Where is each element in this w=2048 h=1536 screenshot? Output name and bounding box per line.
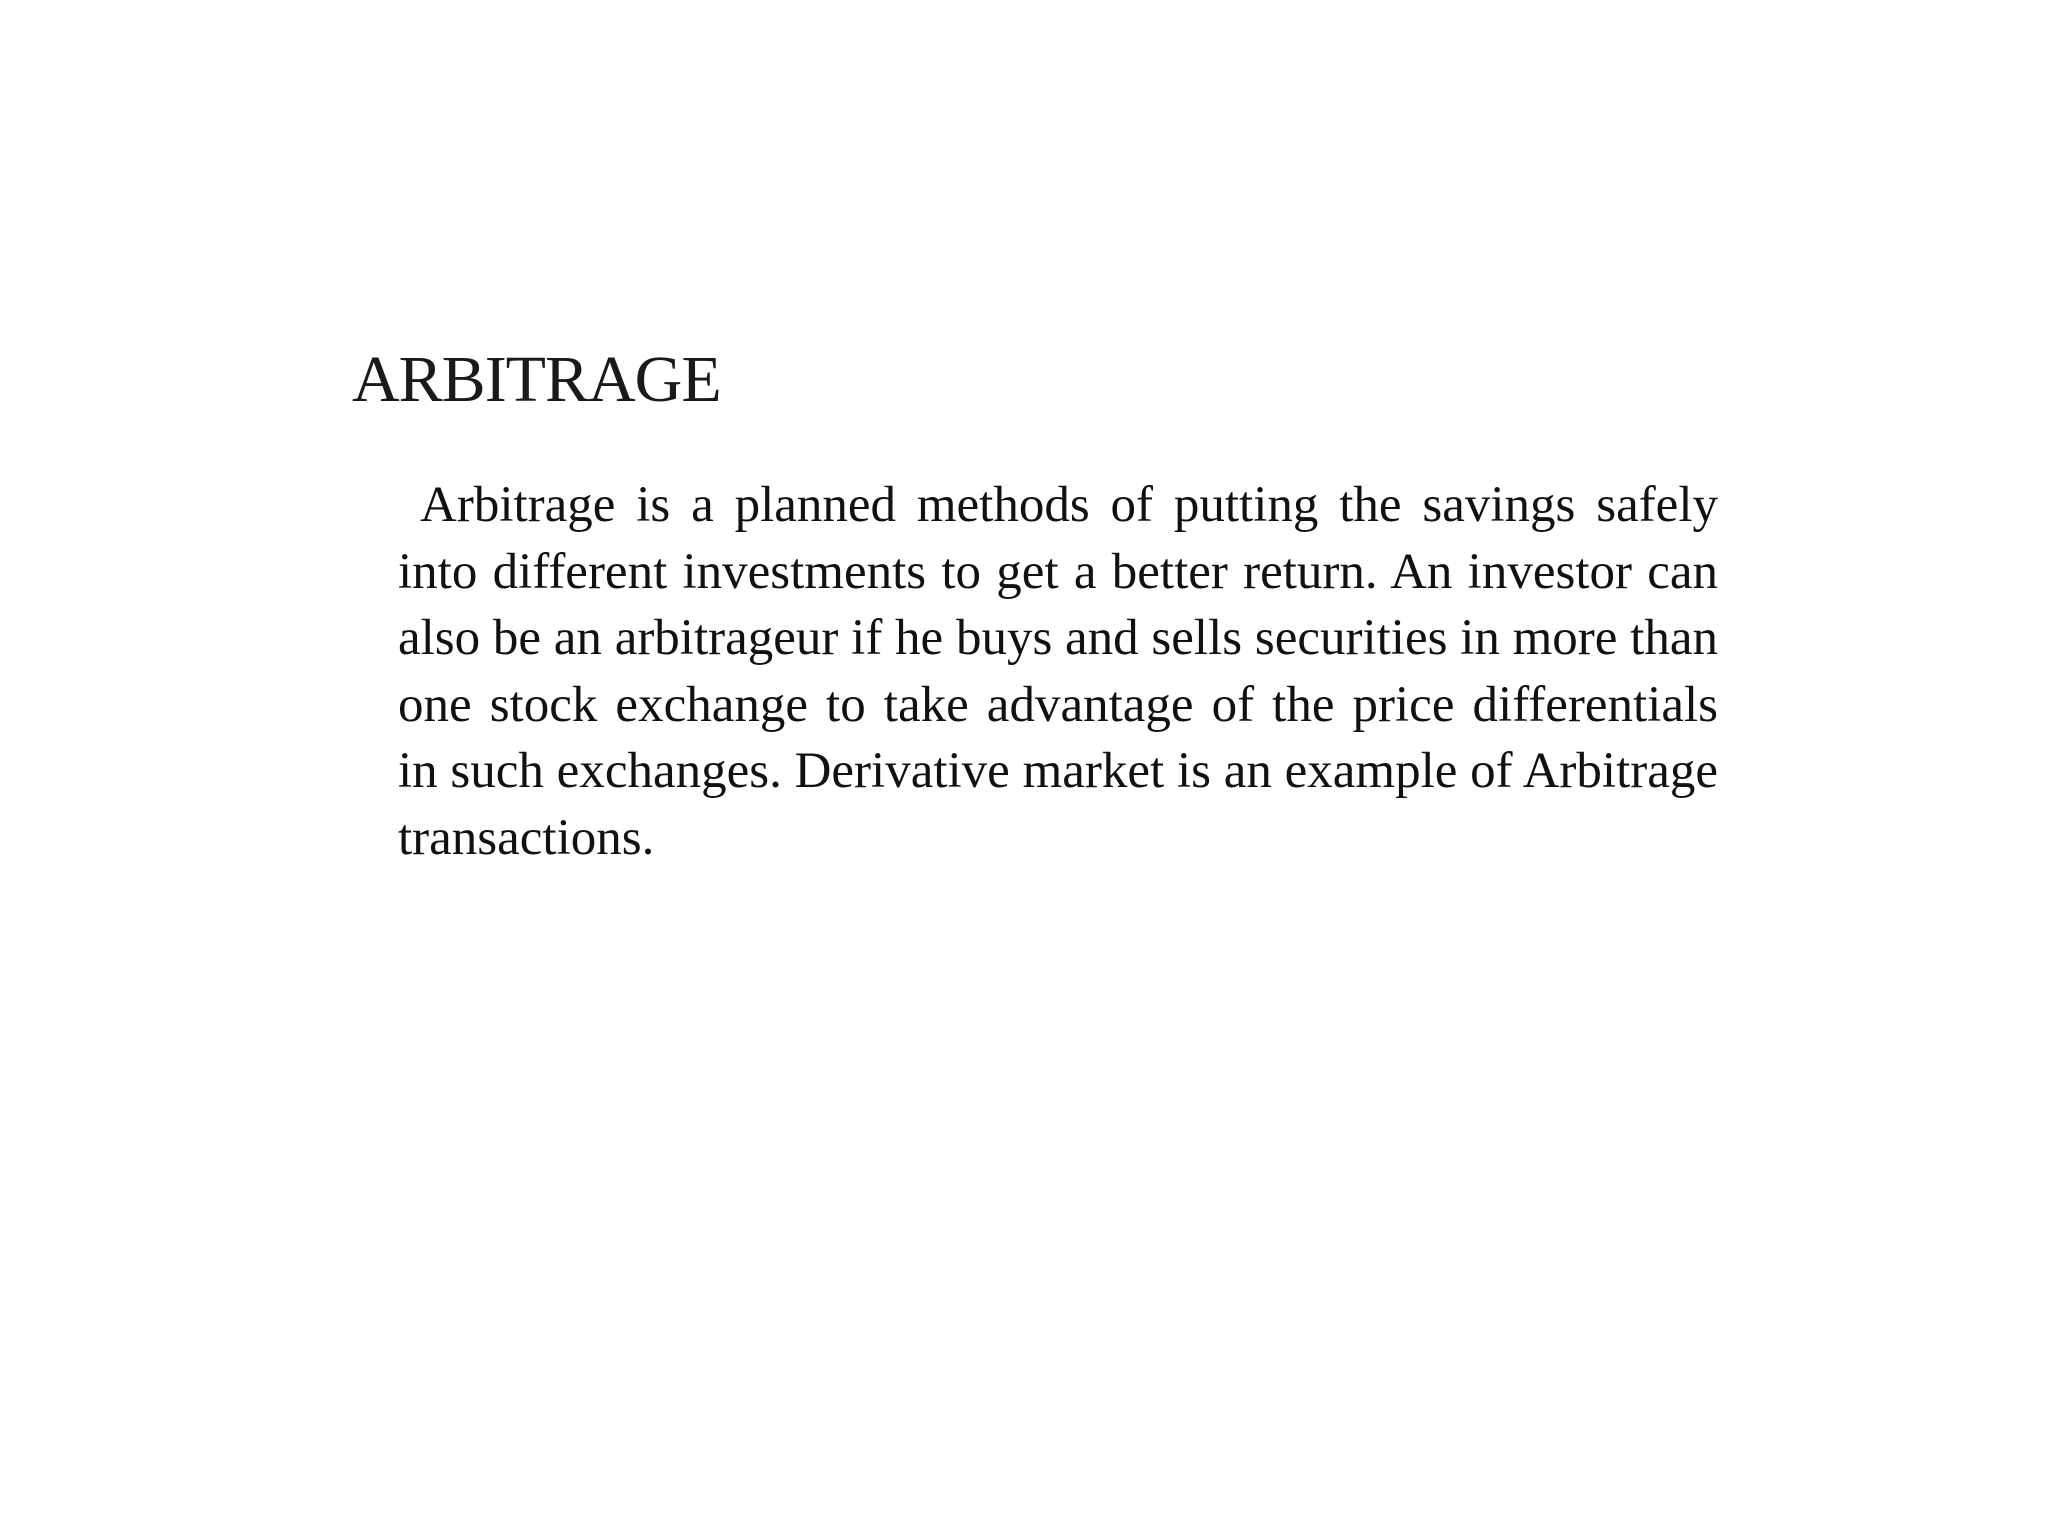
slide-body-text: Arbitrage is a planned methods of putting the savings safely into different investments to get a better return. An investor can also be an arbitrageur if he buys and sells securities in more than one stock exchange to take advantage of the price differentials in such exchanges. Derivative market is an example of Arbitrage transactions.	[398, 477, 1718, 866]
slide-title: ARBITRAGE	[352, 343, 721, 416]
